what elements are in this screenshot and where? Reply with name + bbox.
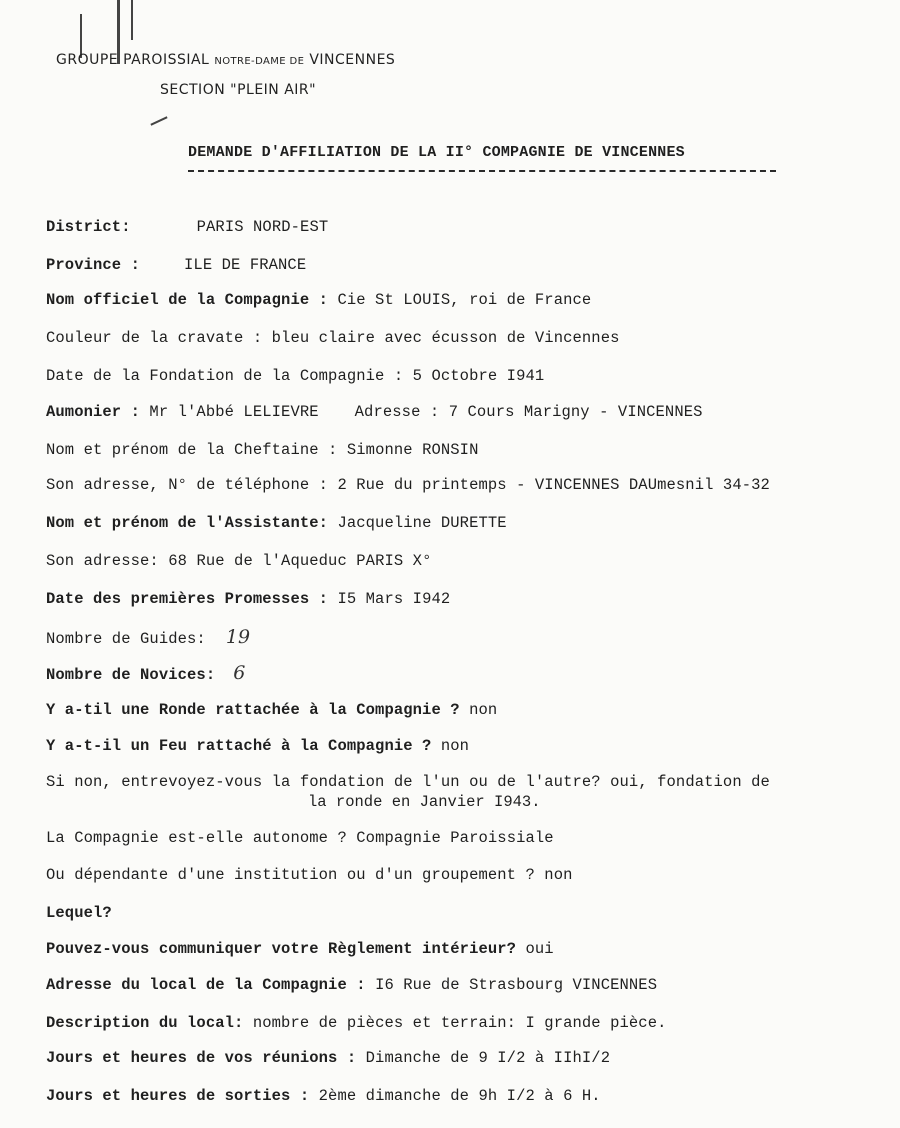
field-value: Dimanche de 9 I/2 à IIhI/2 bbox=[365, 1049, 611, 1067]
field-value: 68 Rue de l'Aqueduc PARIS X° bbox=[168, 552, 432, 570]
letterhead bbox=[56, 52, 396, 98]
field-label: Si non, entrevoyez-vous la fondation de l'un ou de l'autre? bbox=[46, 773, 601, 791]
field-label: Y a-til une Ronde rattachée à la Compagnie ? bbox=[46, 701, 460, 719]
field-premises-description bbox=[46, 1014, 667, 1032]
handwritten-value: 6 bbox=[233, 662, 246, 684]
letterhead-parish: NOTRE-DAME DE bbox=[214, 56, 305, 67]
field-label: Description du local: bbox=[46, 1014, 244, 1032]
field-value: PARIS NORD-EST bbox=[196, 218, 329, 236]
field-assistant-address bbox=[46, 552, 431, 570]
field-value: I6 Rue de Strasbourg VINCENNES bbox=[375, 976, 658, 994]
field-value-address: 7 Cours Marigny - VINCENNES bbox=[448, 403, 703, 421]
field-province bbox=[46, 256, 306, 274]
field-label: Son adresse, N° de téléphone : bbox=[46, 476, 329, 494]
field-premises-address bbox=[46, 976, 657, 994]
field-label: Nom officiel de la Compagnie : bbox=[46, 291, 329, 309]
field-label: Nom et prénom de la Cheftaine : bbox=[46, 441, 338, 459]
field-value: oui bbox=[525, 940, 554, 958]
field-value: 2ème dimanche de 9h I/2 à 6 H. bbox=[318, 1087, 601, 1105]
field-feu bbox=[46, 737, 469, 755]
field-value: Jacqueline DURETTE bbox=[337, 514, 507, 532]
field-label: La Compagnie est-elle autonome ? bbox=[46, 829, 347, 847]
letterhead-town: VINCENNES bbox=[309, 52, 396, 68]
field-label: District: bbox=[46, 218, 131, 236]
letterhead-group: GROUPE PAROISSIAL bbox=[56, 52, 210, 68]
field-which bbox=[46, 904, 112, 922]
field-future-foundation-continuation: la ronde en Janvier I943. bbox=[308, 793, 541, 811]
field-label: Adresse du local de la Compagnie : bbox=[46, 976, 366, 994]
field-label: Aumonier : bbox=[46, 403, 141, 421]
field-label: Y a-t-il un Feu rattaché à la Compagnie ? bbox=[46, 737, 432, 755]
field-label: Date de la Fondation de la Compagnie : bbox=[46, 367, 404, 385]
field-value: oui, fondation de bbox=[610, 773, 770, 791]
field-value: non bbox=[469, 701, 498, 719]
scan-mark bbox=[131, 0, 133, 40]
field-label: Date des premières Promesses : bbox=[46, 590, 329, 608]
handwritten-value: 19 bbox=[225, 626, 251, 648]
field-label: Province : bbox=[46, 256, 141, 274]
field-leader-name bbox=[46, 441, 478, 459]
field-future-foundation bbox=[46, 773, 770, 791]
field-label: Pouvez-vous communiquer votre Règlement intérieur? bbox=[46, 940, 517, 958]
document-title: DEMANDE D'AFFILIATION DE LA II° COMPAGNIE DE VINCENNES bbox=[188, 144, 685, 161]
field-meeting-times bbox=[46, 1049, 610, 1067]
field-label: Nombre de Novices: bbox=[46, 666, 216, 684]
field-value: ILE DE FRANCE bbox=[184, 256, 307, 274]
field-value: 5 Octobre I941 bbox=[412, 367, 545, 385]
field-outing-times bbox=[46, 1087, 601, 1105]
field-chaplain bbox=[46, 403, 703, 421]
field-tie-colour bbox=[46, 329, 620, 347]
field-value: Cie St LOUIS, roi de France bbox=[337, 291, 592, 309]
field-internal-rules bbox=[46, 940, 554, 958]
field-novices-count bbox=[46, 662, 245, 684]
scan-mark bbox=[150, 116, 167, 125]
field-autonomous bbox=[46, 829, 554, 847]
field-value: bleu claire avec écusson de Vincennes bbox=[271, 329, 620, 347]
field-value: non bbox=[544, 866, 573, 884]
field-label: Nom et prénom de l'Assistante: bbox=[46, 514, 329, 532]
field-label: Ou dépendante d'une institution ou d'un groupement ? bbox=[46, 866, 535, 884]
field-dependent bbox=[46, 866, 573, 884]
field-first-promises bbox=[46, 590, 450, 608]
field-leader-address bbox=[46, 476, 770, 494]
field-assistant-name bbox=[46, 514, 507, 532]
field-value: Compagnie Paroissiale bbox=[356, 829, 554, 847]
field-district bbox=[46, 218, 328, 236]
field-value: nombre de pièces et terrain: I grande pièce. bbox=[252, 1014, 667, 1032]
field-foundation-date bbox=[46, 367, 544, 385]
field-value: Mr l'Abbé LELIEVRE bbox=[149, 403, 319, 421]
field-value: non bbox=[440, 737, 470, 755]
field-label: Son adresse: bbox=[46, 552, 159, 570]
field-official-name bbox=[46, 291, 591, 309]
field-guides-count bbox=[46, 626, 250, 648]
field-label-address: Adresse : bbox=[354, 403, 440, 421]
field-ronde bbox=[46, 701, 497, 719]
field-label: Lequel? bbox=[46, 904, 112, 922]
letterhead-section: SECTION "PLEIN AIR" bbox=[160, 82, 317, 98]
field-label: Jours et heures de vos réunions : bbox=[46, 1049, 357, 1067]
title-underline bbox=[188, 170, 776, 172]
field-label: Jours et heures de sorties : bbox=[46, 1087, 310, 1105]
field-value: 2 Rue du printemps - VINCENNES DAUmesnil 34-32 bbox=[337, 476, 770, 494]
field-label: Nombre de Guides: bbox=[46, 630, 206, 648]
field-value: Simonne RONSIN bbox=[346, 441, 479, 459]
field-value: I5 Mars I942 bbox=[337, 590, 451, 608]
field-label: Couleur de la cravate : bbox=[46, 329, 263, 347]
